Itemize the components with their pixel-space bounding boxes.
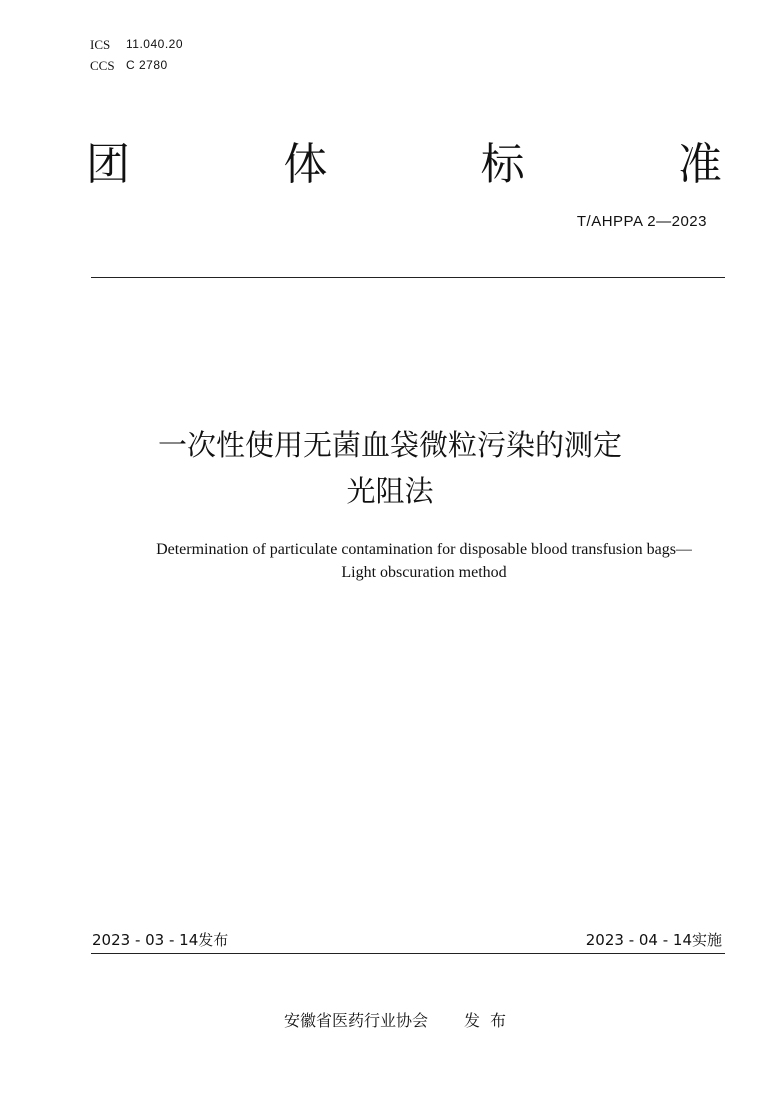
standard-number: T/AHPPA 2—2023: [576, 213, 707, 230]
ccs-row: [90, 55, 183, 76]
standard-type-char: 团: [86, 139, 130, 190]
chinese-title-line-2: 光阻法: [346, 474, 434, 508]
issuer-action: 发布: [464, 1011, 517, 1030]
issuer-line: [0, 1008, 780, 1031]
ics-value: 11.040.20: [126, 37, 183, 51]
issue-date: 2023 - 03 - 14发布: [92, 931, 229, 949]
standard-type-char: 标: [480, 139, 525, 190]
header-divider: [91, 277, 725, 278]
ccs-label: CCS: [90, 58, 115, 73]
english-title: [0, 538, 780, 584]
implementation-date: 2023 - 04 - 14实施: [585, 931, 722, 949]
standard-type-heading: [86, 130, 722, 190]
issuer-organization: 安徽省医药行业协会: [283, 1011, 428, 1030]
classification-codes: [90, 34, 183, 76]
ics-label: ICS: [90, 37, 111, 52]
english-title-line-2: Light obscuration method: [341, 564, 507, 581]
footer-divider: [91, 953, 725, 954]
dates-row: [92, 929, 722, 950]
standard-type-char: 准: [677, 139, 722, 190]
english-title-line-1: Determination of particulate contamination for disposable blood transfusion bags—: [156, 541, 692, 558]
standard-type-char: 体: [283, 139, 328, 190]
chinese-title-line-1: 一次性使用无菌血袋微粒污染的测定: [157, 428, 622, 462]
chinese-title: [0, 422, 780, 514]
ics-row: [90, 34, 183, 55]
ccs-value: C 2780: [126, 58, 168, 72]
